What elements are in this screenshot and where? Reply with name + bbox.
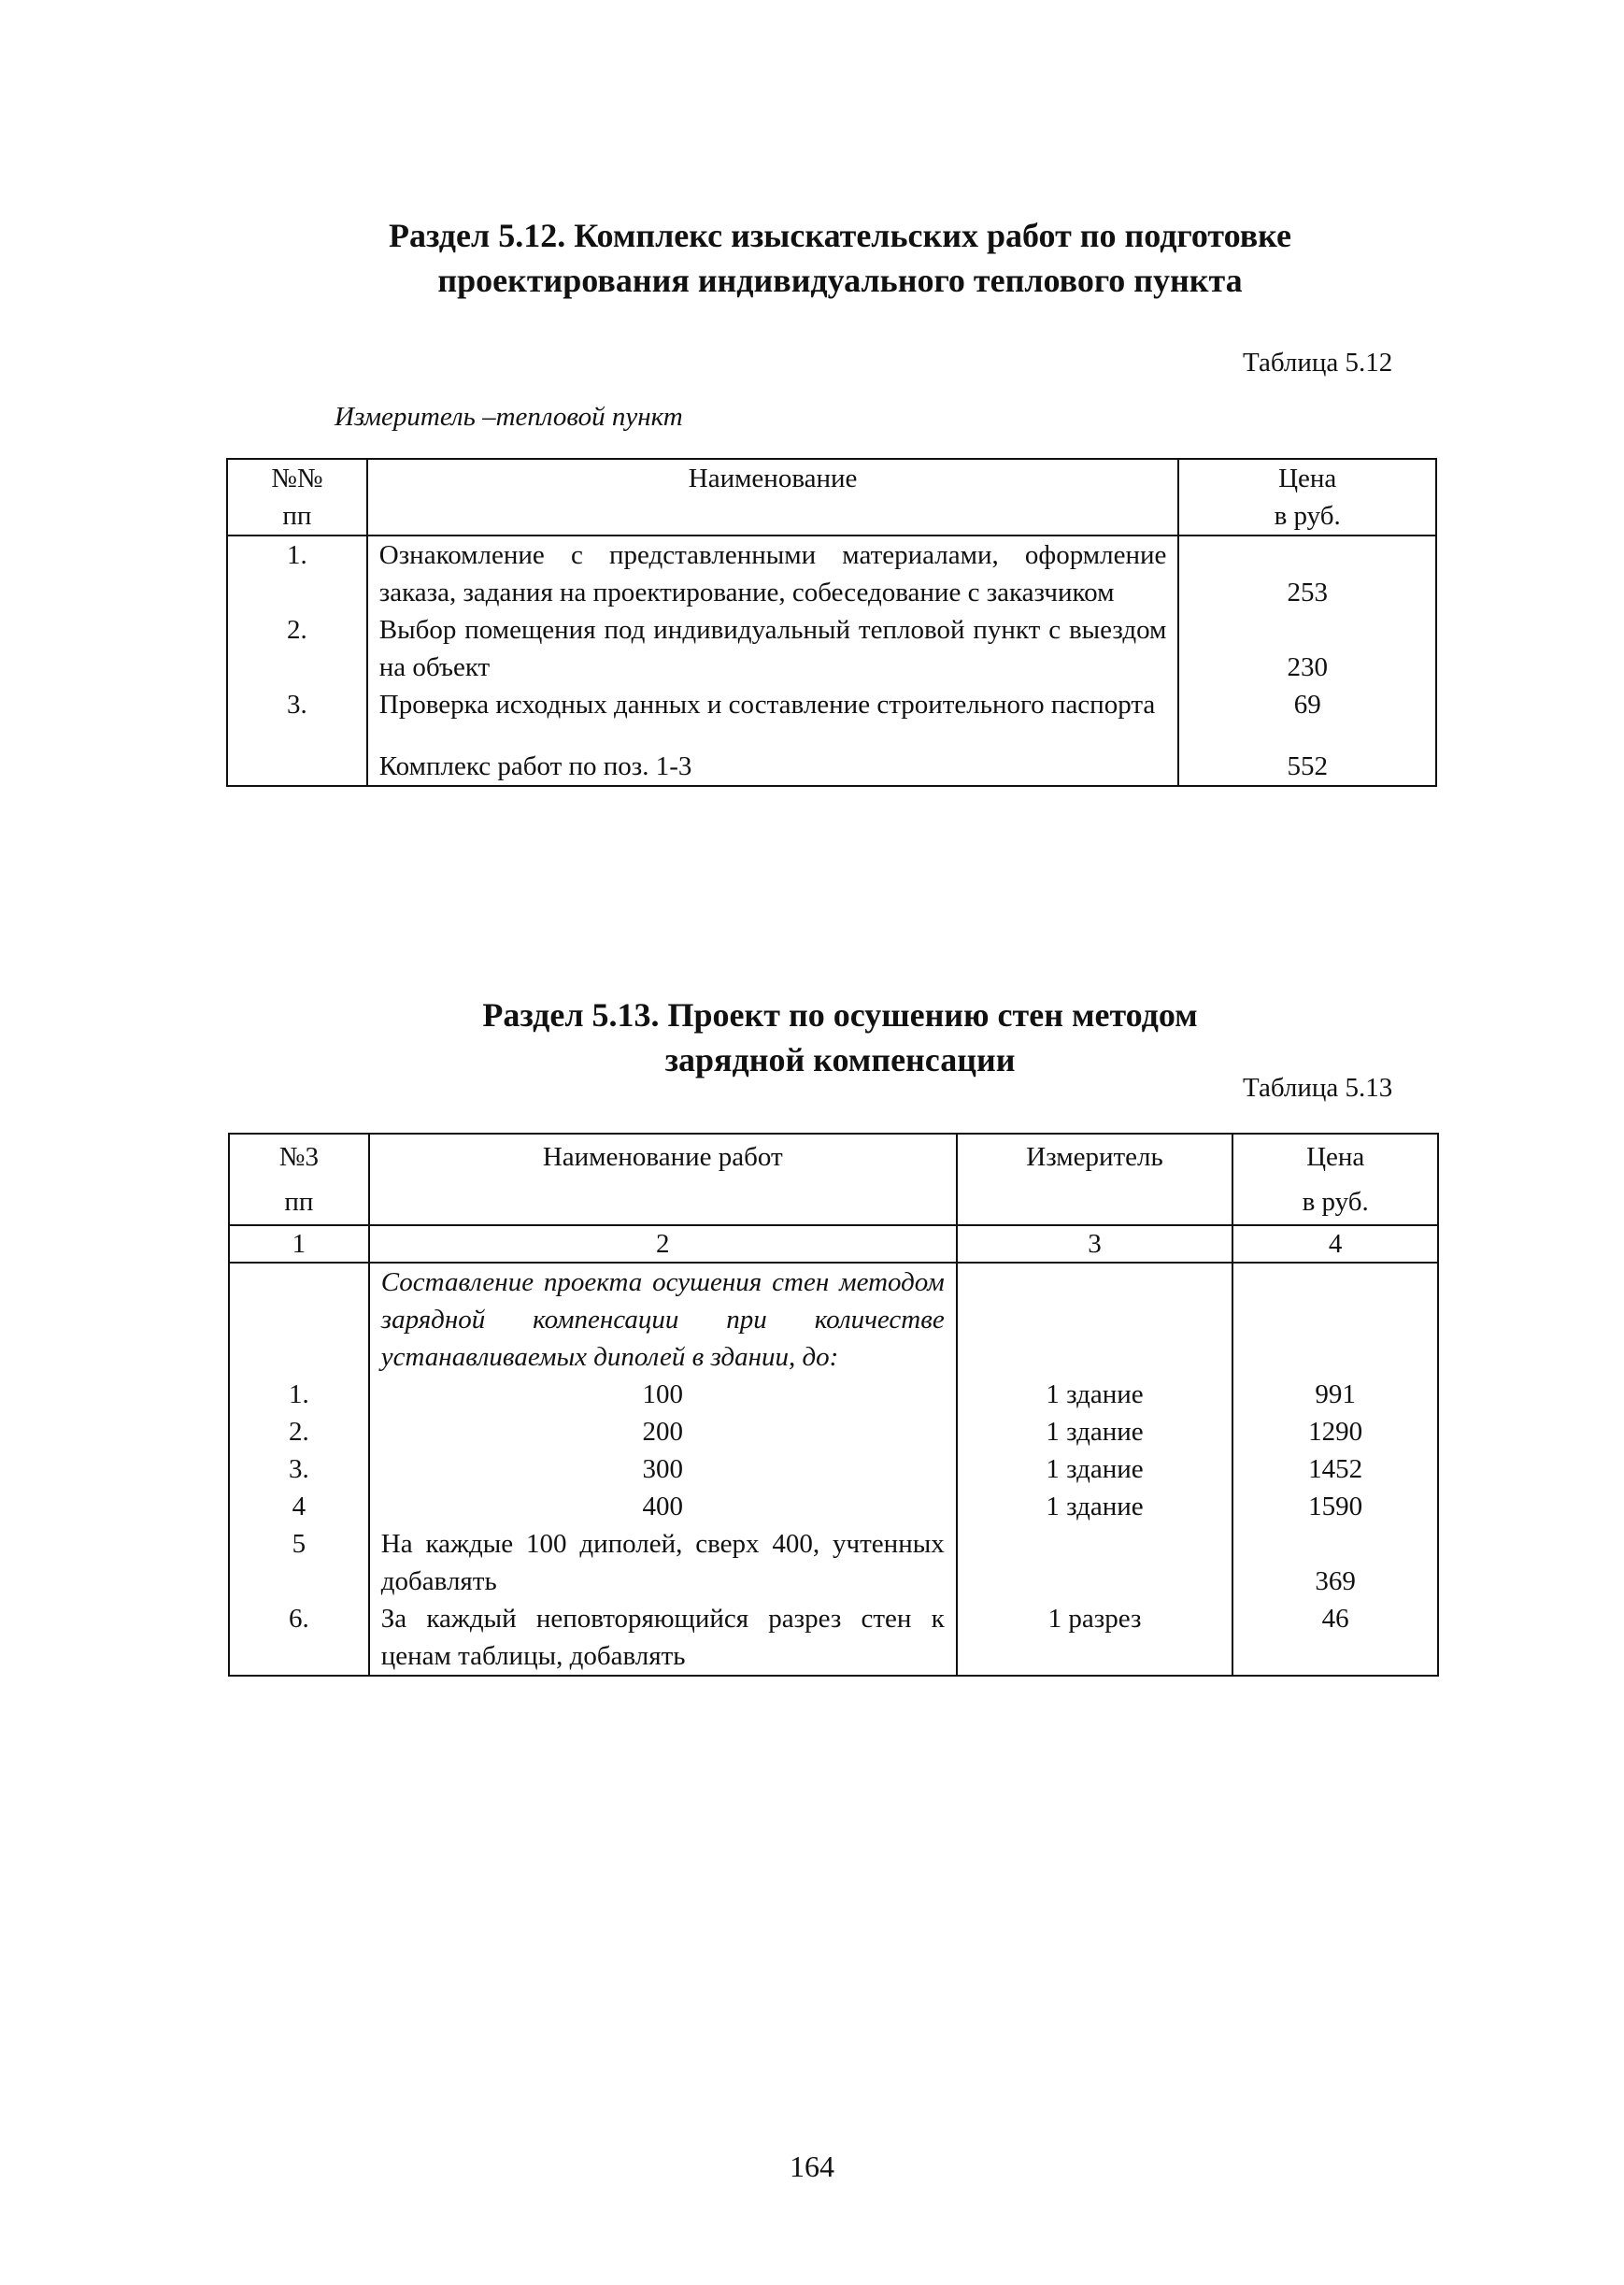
column-numbers-row xyxy=(229,1225,1438,1263)
row-price: 1590 xyxy=(1232,1488,1438,1525)
col-number: 3 xyxy=(957,1225,1233,1263)
section-5-13-title-line1: Раздел 5.13. Проект по осушению стен методом xyxy=(482,996,1198,1034)
header-name: Наименование работ xyxy=(369,1134,957,1225)
row-num: 6. xyxy=(229,1600,369,1676)
table-row xyxy=(227,611,1436,686)
row-price: 991 xyxy=(1232,1376,1438,1413)
row-name: Выбор помещения под индивидуальный тепловой пункт с выездом на объект xyxy=(367,611,1179,686)
header-price-line2: в руб. xyxy=(1302,1187,1369,1217)
row-num: 1. xyxy=(229,1376,369,1413)
row-price xyxy=(1232,1263,1438,1376)
section-5-12-title-line1: Раздел 5.12. Комплекс изыскательских работ по подготовке xyxy=(389,217,1291,254)
header-price xyxy=(1178,459,1436,536)
row-price: 69 xyxy=(1178,686,1436,723)
intro-text: Составление проекта осушения стен методом зарядной компенсации при количестве устанавливаемых диполей в здании, до: xyxy=(369,1263,957,1376)
col-number: 1 xyxy=(229,1225,369,1263)
table-5-13-header xyxy=(229,1134,1438,1225)
row-num: 3. xyxy=(229,1450,369,1488)
table-5-12-label: Таблица 5.12 xyxy=(1243,348,1393,378)
row-num: 5 xyxy=(229,1525,369,1600)
row-num: 1. xyxy=(227,536,367,611)
header-price-line1: Цена xyxy=(1278,464,1337,493)
row-num xyxy=(227,748,367,786)
row-name: 200 xyxy=(369,1413,957,1450)
row-measure: 1 здание xyxy=(957,1488,1233,1525)
header-num xyxy=(229,1134,369,1225)
table-row xyxy=(229,1450,1438,1488)
col-number: 4 xyxy=(1232,1225,1438,1263)
row-measure: 1 здание xyxy=(957,1450,1233,1488)
table-row xyxy=(229,1525,1438,1600)
row-price: 46 xyxy=(1232,1600,1438,1676)
section-5-13-title-line2: зарядной компенсации xyxy=(664,1041,1016,1078)
row-name: 100 xyxy=(369,1376,957,1413)
header-num-line1: №3 xyxy=(278,1142,319,1172)
row-measure xyxy=(957,1525,1233,1600)
section-5-13-title xyxy=(28,993,1624,1082)
row-measure: 1 здание xyxy=(957,1376,1233,1413)
row-name: 300 xyxy=(369,1450,957,1488)
header-num-line2: пп xyxy=(284,1187,314,1217)
table-row xyxy=(229,1263,1438,1376)
row-num: 2. xyxy=(229,1413,369,1450)
header-measure: Измеритель xyxy=(957,1134,1233,1225)
table-row xyxy=(229,1376,1438,1413)
row-measure: 1 здание xyxy=(957,1413,1233,1450)
page-number: 164 xyxy=(790,2149,834,2183)
table-row xyxy=(229,1600,1438,1676)
header-price-line2: в руб. xyxy=(1274,501,1341,531)
header-name: Наименование xyxy=(367,459,1179,536)
row-price: 369 xyxy=(1232,1525,1438,1600)
header-price xyxy=(1232,1134,1438,1225)
row-name: 400 xyxy=(369,1488,957,1525)
row-price: 1452 xyxy=(1232,1450,1438,1488)
header-num-line1: №№ xyxy=(271,464,323,493)
header-num xyxy=(227,459,367,536)
header-price-line1: Цена xyxy=(1306,1142,1365,1172)
header-num-line2: пп xyxy=(282,501,312,531)
table-row xyxy=(227,686,1436,723)
table-5-13 xyxy=(228,1133,1439,1677)
row-name: За каждый неповторяющийся разрез стен к ценам таблицы, добавлять xyxy=(369,1600,957,1676)
row-name: На каждые 100 диполей, сверх 400, учтенных добавлять xyxy=(369,1525,957,1600)
row-name: Проверка исходных данных и составление строительного паспорта xyxy=(367,686,1179,723)
row-price: 253 xyxy=(1178,536,1436,611)
row-num: 2. xyxy=(227,611,367,686)
section-5-12-title xyxy=(28,213,1624,303)
section-5-12-title-line2: проектирования индивидуального теплового пункта xyxy=(437,262,1243,299)
total-name: Комплекс работ по поз. 1-3 xyxy=(367,748,1179,786)
table-5-13-label: Таблица 5.13 xyxy=(1243,1073,1393,1103)
row-price: 230 xyxy=(1178,611,1436,686)
table-5-12-measure: Измеритель –тепловой пункт xyxy=(335,402,683,432)
table-spacer xyxy=(227,723,1436,748)
row-name: Ознакомление с представленными материалами, оформление заказа, задания на проектирование, собеседование с заказчиком xyxy=(367,536,1179,611)
row-measure xyxy=(957,1263,1233,1376)
total-price: 552 xyxy=(1178,748,1436,786)
table-row xyxy=(229,1413,1438,1450)
table-row xyxy=(227,536,1436,611)
table-row xyxy=(229,1488,1438,1525)
col-number: 2 xyxy=(369,1225,957,1263)
table-5-12-header xyxy=(227,459,1436,536)
table-5-12 xyxy=(226,458,1437,787)
table-total-row xyxy=(227,748,1436,786)
row-num: 4 xyxy=(229,1488,369,1525)
row-num: 3. xyxy=(227,686,367,723)
row-price: 1290 xyxy=(1232,1413,1438,1450)
row-measure: 1 разрез xyxy=(957,1600,1233,1676)
row-num xyxy=(229,1263,369,1376)
